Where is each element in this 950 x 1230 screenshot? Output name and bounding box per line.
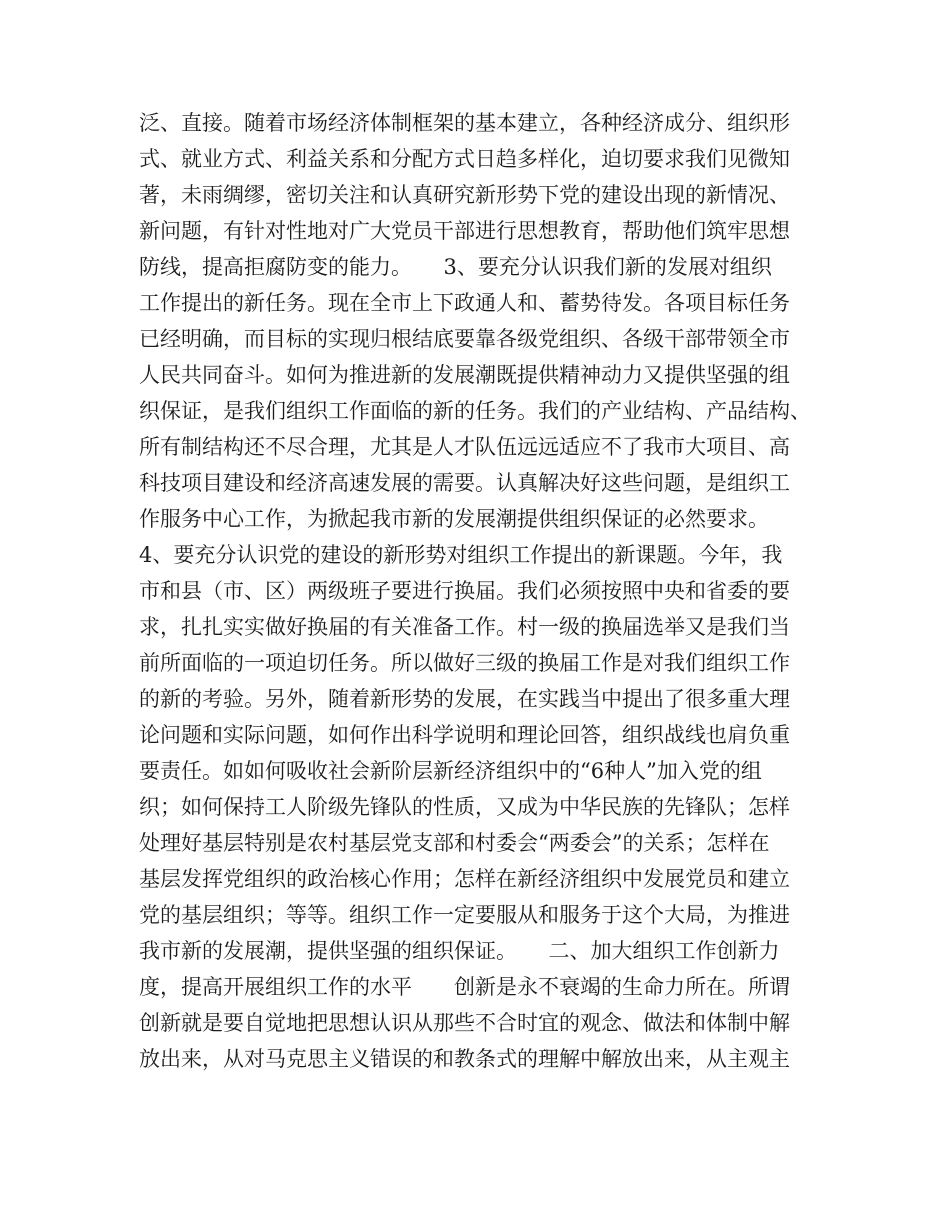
text-line: 作服务中心工作，为掀起我市新的发展潮提供组织保证的必然要求。 — [139, 507, 769, 531]
text-line: 式、就业方式、利益关系和分配方式日趋多样化，迫切要求我们见微知 — [139, 147, 790, 171]
text-line: 的新的考验。另外，随着新形势的发展，在实践当中提出了很多重大理 — [139, 687, 790, 711]
text-line: 度，提高开展组织工作的水平 创新是永不衰竭的生命力所在。所谓 — [139, 975, 790, 999]
text-line: 创新就是要自觉地把思想认识从那些不合时宜的观念、做法和体制中解 — [139, 1011, 790, 1035]
body-text — [139, 105, 819, 1077]
text-line: 新问题，有针对性地对广大党员干部进行思想教育，帮助他们筑牢思想 — [139, 219, 790, 243]
text-line: 放出来，从对马克思主义错误的和教条式的理解中解放出来，从主观主 — [139, 1047, 790, 1071]
text-line: 所有制结构还不尽合理，尤其是人才队伍远远适应不了我市大项目、高 — [139, 435, 790, 459]
text-line: 织；如何保持工人阶级先锋队的性质，又成为中华民族的先锋队；怎样 — [139, 795, 790, 819]
text-line: 已经明确，而目标的实现归根结底要靠各级党组织、各级干部带领全市 — [139, 327, 790, 351]
text-line: 防线，提高拒腐防变的能力。 3、要充分认识我们新的发展对组织 — [139, 255, 772, 279]
text-line: 泛、直接。随着市场经济体制框架的基本建立，各种经济成分、组织形 — [139, 111, 790, 135]
text-line: 织保证，是我们组织工作面临的新的任务。我们的产业结构、产品结构、 — [139, 399, 811, 423]
text-line: 基层发挥党组织的政治核心作用；怎样在新经济组织中发展党员和建立 — [139, 867, 790, 891]
text-line: 论问题和实际问题，如何作出科学说明和理论回答，组织战线也肩负重 — [139, 723, 790, 747]
text-line: 处理好基层特别是农村基层党支部和村委会“两委会”的关系；怎样在 — [139, 831, 770, 855]
text-line: 前所面临的一项迫切任务。所以做好三级的换届工作是对我们组织工作 — [139, 651, 790, 675]
text-line: 党的基层组织；等等。组织工作一定要服从和服务于这个大局，为推进 — [139, 903, 790, 927]
text-line: 科技项目建设和经济高速发展的需要。认真解决好这些问题，是组织工 — [139, 471, 790, 495]
text-line: 求，扎扎实实做好换届的有关准备工作。村一级的换届选举又是我们当 — [139, 615, 790, 639]
text-line: 工作提出的新任务。现在全市上下政通人和、蓄势待发。各项目标任务 — [139, 291, 790, 315]
text-line: 市和县（市、区）两级班子要进行换届。我们必须按照中央和省委的要 — [139, 579, 790, 603]
text-line: 人民共同奋斗。如何为推进新的发展潮既提供精神动力又提供坚强的组 — [139, 363, 790, 387]
text-line: 著，未雨绸缪，密切关注和认真研究新形势下党的建设出现的新情况、 — [139, 183, 790, 207]
text-line: 要责任。如如何吸收社会新阶层新经济组织中的“6种人”加入党的组 — [139, 759, 762, 783]
text-line: 我市新的发展潮，提供坚强的组织保证。 二、加大组织工作创新力 — [139, 939, 780, 963]
text-line: 4、要充分认识党的建设的新形势对组织工作提出的新课题。今年，我 — [139, 543, 783, 567]
